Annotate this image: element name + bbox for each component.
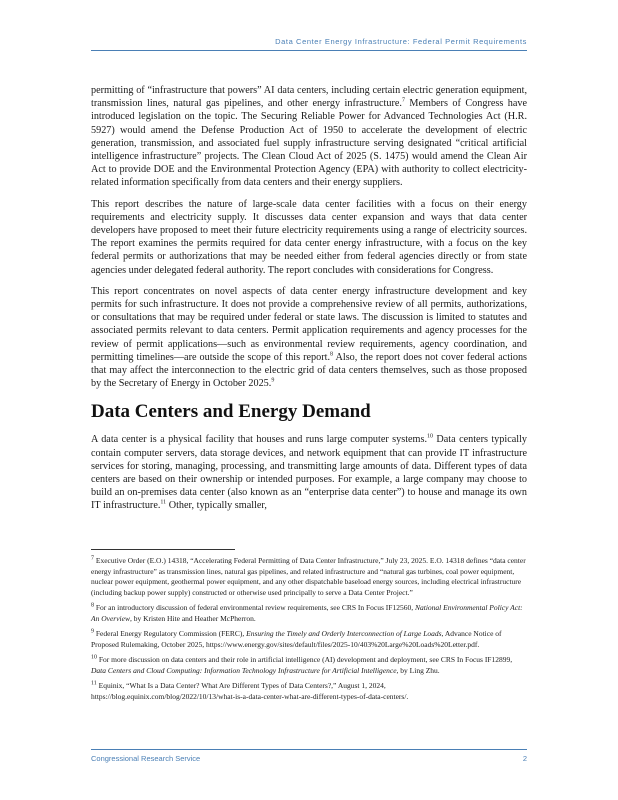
footnote-ref-7[interactable]: 7 <box>401 97 405 104</box>
footnote-7: $^7$ Executive Order (E.O.) 14318, “Accelerating Federal Permitting of Data Center Infrastructure,” July 23, 2025. E.O. 14318 defines “data center energy infrastructure” as transmission lines, natural gas pipelines, and related infrastructure and “natural gas turbines, coal power equipment, nuclear power equipment, geothermal power equipment, and any other dispatchable baseload energy sources, including electrical infrastructure (including backup power supply) constructed or otherwise used principally to serve a Data Center Project.” <box>91 555 526 597</box>
footnote-ref-11[interactable]: 11 <box>160 500 167 507</box>
footnote-link[interactable]: , Advance Notice of Proposed Rulemaking, October 2025, https://www.energy.gov/sites/default/files/2025-10/403%20Large%20Loads%20Letter.pdf. <box>91 629 502 649</box>
section-heading: Data Centers and Energy Demand <box>91 401 371 423</box>
paragraph-1: permitting of “infrastructure that powers” AI data centers, including certain electric generation equipment, transmission lines, natural gas pipelines, and other energy infrastructure.$^7$ Members of Congress have introduced legislation on the topic. The Securing Reliable Power for Advanced Technologies Act (H.R. 5927) would amend the Defense Production Act of 1950 to accelerate the development of electric generation, transmission, and associated fuel supply infrastructure serving designated “critical artificial intelligence infrastructure” projects. The Clean Cloud Act of 2025 (S. 1475) would amend the Clean Air Act to provide DOE and the Environmental Protection Agency (EPA) with authority to collect electricity-related information specifically from data centers and their energy suppliers. <box>91 85 527 189</box>
footer-divider <box>91 749 527 750</box>
footer-publisher: Congressional Research Service <box>91 754 201 763</box>
paragraph-3: This report concentrates on novel aspects of data center energy infrastructure development and key permits for such infrastructure. It does not provide a comprehensive review of all permits, authorizations, or consultations that may be required under federal or state laws. The discussion is limited to statutes and associated permits relevant to data centers. Permit application requirements and agency processes for the review of permit applications—such as environmental review requirements, agency coordination, and permitting timelines—are outside the scope of this report.$^8$ Also, the report does not cover federal actions that may affect the interconnection to the electric grid of data centers themselves, such as those proposed by the Secretary of Energy in October 2025.$^9$ <box>91 285 528 390</box>
footnote-ref-9[interactable]: 9 <box>271 377 275 384</box>
footnote-link[interactable]: Equinix, “What Is a Data Center? What Are Different Types of Data Centers?,” August 1, 2024, https://blog.equinix.com/blog/2022/10/13/what-is-a-data-center-what-are-different-types-of-data-centers/. <box>91 681 409 701</box>
body-text <box>91 84 527 521</box>
footnote-9: $^9$ Federal Energy Regulatory Commission (FERC), Ensuring the Timely and Orderly Interconnection of Large Loads, Advance Notice of Proposed Rulemaking, October 2025, https://www.energy.gov/sites/default/files/2025-10/403%20Large%20Loads%20Letter.pdf. <box>91 628 502 649</box>
footnote-11: $^{11}$ Equinix, “What Is a Data Center? What Are Different Types of Data Centers?,” August 1, 2024, https://blog.equinix.com/blog/2022/10/13/what-is-a-data-center-what-are-different-types-of-data-centers/. <box>91 680 409 701</box>
footnote-8: $^8$ For an introductory discussion of federal environmental review requirements, see CRS In Focus IF12560, National Environmental Policy Act: An Overview, by Kristen Hite and Heather McPherron. <box>91 602 523 623</box>
footnote-ref-10[interactable]: 10 <box>427 434 433 441</box>
header-divider <box>91 50 527 51</box>
page-number: 2 <box>522 754 527 763</box>
footnote-divider <box>91 549 235 550</box>
paragraph-4: A data center is a physical facility that houses and runs large computer systems.$^{10}$ Data centers typically contain computer servers, data storage devices, and network equipment that can provide IT infrastructure services for storing, managing, processing, and transmitting large amounts of data. Different types of data centers are based on their ownership or intended purposes. For example, a large company may choose to build an on-premises data center (also known as an “enterprise data center”) to house and manage its own IT infrastructure.$^{11}$ Other, typically smaller, <box>91 434 527 512</box>
running-header: Data Center Energy Infrastructure: Federal Permit Requirements <box>275 37 527 46</box>
footnotes <box>91 556 527 707</box>
footnote-10: $^{10}$ For more discussion on data centers and their role in artificial intelligence (AI) development and deployment, see CRS In Focus IF12899, Data Centers and Cloud Computing: Information Technology Infrastructure for Artificial Intelligence, by Ling Zhu. <box>91 654 513 675</box>
footnote-ref-8[interactable]: 8 <box>330 351 334 358</box>
paragraph-2: This report describes the nature of large-scale data center facilities with a focus on their energy requirements and electricity supply. It discusses data center expansion and ways that data center developers have proposed to meet their future electricity requirements using a range of electricity sources. The report examines the permits required for data center energy infrastructure, with a focus on the key federal permits or authorizations that may be needed either from federal agencies directly or from state agencies under delegated federal authority. The report concludes with considerations for Congress. <box>91 198 527 276</box>
